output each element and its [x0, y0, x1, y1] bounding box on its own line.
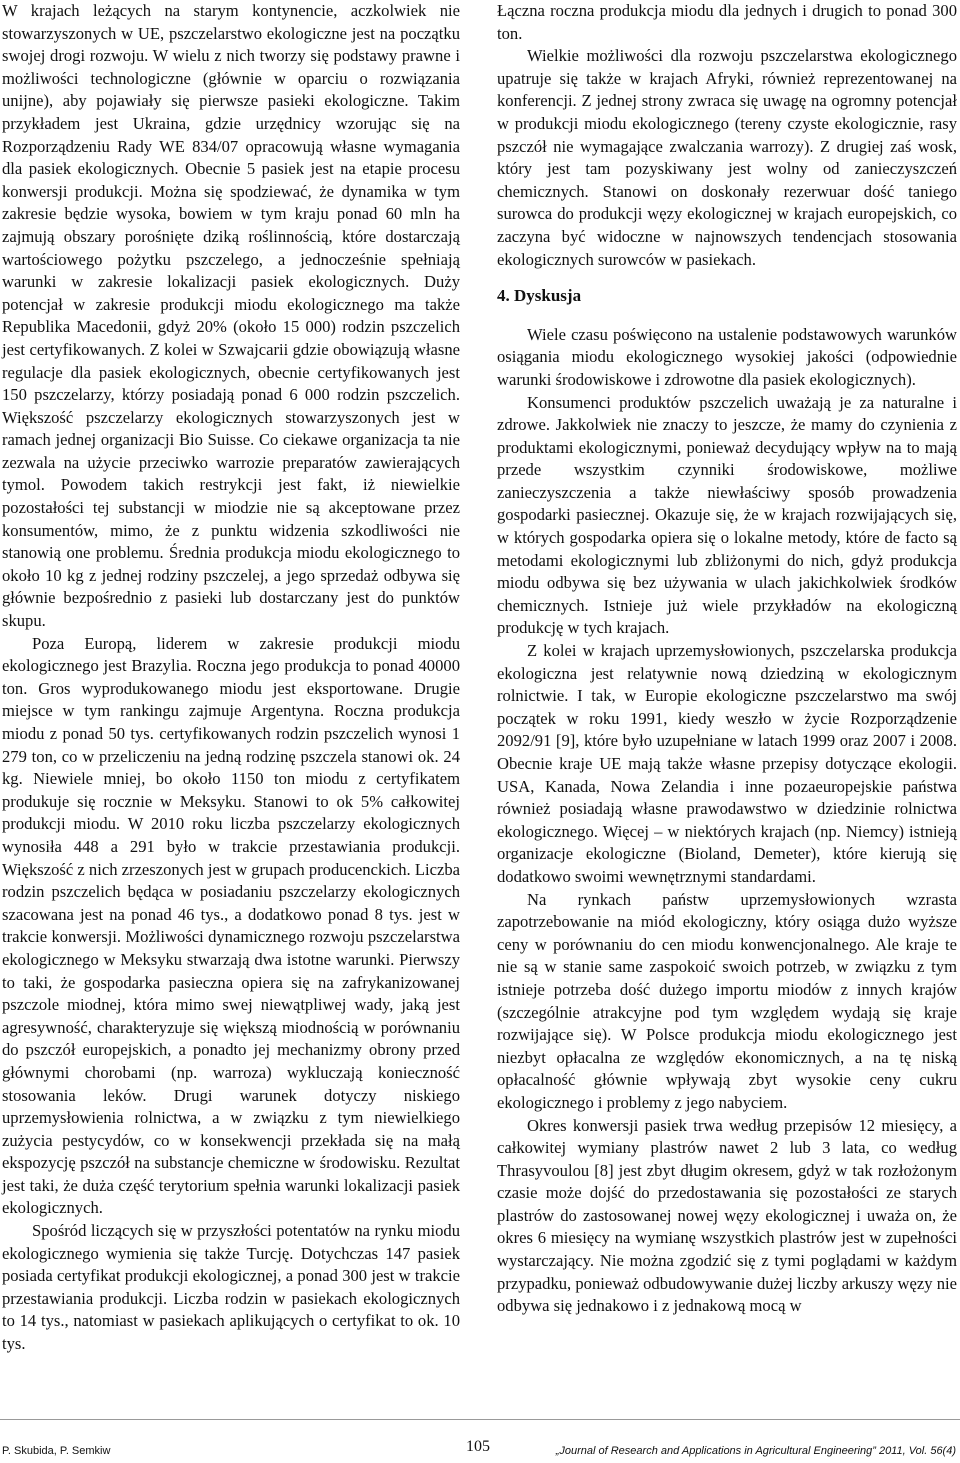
- page-footer: [0, 1424, 960, 1457]
- paragraph: W krajach leżących na starym kontynencie, aczkolwiek nie stowarzyszonych w UE, pszczelarstwo ekologiczne jest na początku swojej drogi rozwoju. W wielu z nich tworzy się podstawy prawne i możliwości technologiczne (głównie w oparciu o rozwiązania unijne), aby pojawiały się pierwsze pasieki ekologiczne. Takim przykładem jest Ukraina, gdzie urzędnicy wzorując się na Rozporządzeniu Rady WE 834/07 opracowują własne wymagania dla pasiek ekologicznych. Obecnie 5 pasiek jest na etapie procesu konwersji produkcji. Można się spodziewać, że dynamika w tym zakresie będzie wysoka, bowiem w tym kraju ponad 60 mln ha zajmują obszary porośnięte dziką roślinnością, które dostarczają wartościowego pożytku pszczelego, a jednocześnie spełniają warunki w zakresie lokalizacji pasiek ekologicznych. Duży potencjał w zakresie produkcji miodu ekologicznego ma także Republika Macedonii, gdyż 20% (około 15 000) rodzin pszczelich jest certyfikowanych. Z kolei w Szwajcarii gdzie obowiązują własne regulacje dla pasiek ekologicznych, obecnie certyfikowanych jest 150 pszczelarzy, którzy posiadają ponad 6 000 rodzin pszczelich. Większość pszczelarzy ekologicznych stowarzyszonych jest w ramach jednej organizacji Bio Suisse. Co ciekawe organizacja ta nie zezwala na użycie przeciwko warrozie preparatów zawierających tymol. Powodem takich restrykcji jest fakt, iż niewielkie pozostałości tej substancji w miodzie nie są akceptowane przez konsumentów, mimo, że z punktu widzenia szkodliwości nie stanowią one problemu. Średnia produkcja miodu ekologicznego to około 10 kg z jednej rodziny pszczelej, a jego sprzedaż odbywa się głównie bezpośrednio z pasieki lub dostarczany jest do punktów skupu.: [2, 1, 460, 631]
- footer-journal: „Journal of Research and Applications in Agricultural Engineering” 2011, Vol. 56(4): [555, 1445, 956, 1457]
- left-column: [2, 0, 460, 1356]
- paragraph: Wiele czasu poświęcono na ustalenie podstawowych warunków osiągania miodu ekologicznego wysokiej jakości (odpowiednie warunki środowiskowe i zdrowotne dla pasiek ekologicznych).: [497, 324, 957, 389]
- footer-divider: [0, 1419, 960, 1420]
- paragraph: Na rynkach państw uprzemysłowionych wzrasta zapotrzebowanie na miód ekologiczny, który osiąga dużo wyższe ceny w porównaniu do cen miodu konwencjonalnego. Ale kraje te nie są w stanie same zaspokoić swoich potrzeb, w związku z tym istnieje potrzeba dość dużego importu miodów z innych krajów (szczególnie atrakcyjne pod tym względem wydają się kraje rozwijające się). W Polsce produkcja miodu ekologicznego jest niezbyt opłacalna ze względów ekonomicznych, a na tę niską opłacalność głównie wpływają zbyt wysokie ceny cukru ekologicznego i problemy z jego nabyciem.: [497, 889, 957, 1112]
- section-heading: 4. Dyskusja: [497, 286, 582, 306]
- footer-authors: P. Skubida, P. Semkiw: [2, 1445, 111, 1457]
- page-number: 105: [466, 1438, 490, 1455]
- paragraph: Konsumenci produktów pszczelich uważają je za naturalne i zdrowe. Jakkolwiek nie znaczy to jeszcze, że mamy do czynienia z produktami ekologicznymi, ponieważ decydujący wpływ na to mają przede wszystkim czynniki środowiskowe, możliwe zanieczyszczenia a także niewłaściwy sposób prowadzenia gospodarki pasiecznej. Okazuje się, że w krajach rozwijających się, w których gospodarka opiera się o lokalne metody, które de facto są metodami ekologicznymi lub zbliżonymi do nich, gdyż produkcja miodu odbywa się bez używania w ulach jakichkolwiek środków chemicznych. Istnieje już wiele przykładów na ekologiczną produkcję w tych krajach.: [497, 392, 957, 638]
- right-column: [497, 0, 957, 1318]
- paragraph: Poza Europą, liderem w zakresie produkcji miodu ekologicznego jest Brazylia. Roczna jego produkcja to ponad 40000 ton. Gros wyprodukowanego miodu jest eksportowane. Drugie miejsce w tym rankingu zajmuje Argentyna. Roczna produkcja miodu z ponad 50 tys. certyfikowanych rodzin pszczelich wynosi 1 279 ton, co w przeliczeniu na jedną rodzinę pszczela stanowi ok. 24 kg. Niewiele mniej, bo około 1150 ton miodu z certyfikatem produkuje się rocznie w Meksyku. Stanowi to ok 5% całkowitej produkcji miodu. W 2010 roku liczba pszczelarzy ekologicznych wynosiła 448 a 291 było w trakcie przestawiania produkcji. Większość z nich zrzeszonych jest w grupach producenckich. Liczba rodzin pszczelich będąca w posiadaniu pszczelarzy ekologicznych szacowana jest na ponad 46 tys., a dodatkowo ponad 8 tys. jest w trakcie konwersji. Możliwości dynamicznego rozwoju pszczelarstwa ekologicznego w Meksyku stwarzają dwa istotne warunki. Pierwszy to taki, że gospodarka pasieczna opiera się na zafrykanizowanej pszczole miodnej, która mimo swej niewątpliwej wady, jaką jest agresywność, charakteryzuje się większą miodnością w porównaniu do pszczół europejskich, a ponadto jej mechanizmy obrony przed głównymi chorobami (np. warroza) wykluczają konieczność stosowania leków. Drugi warunek dotyczy niskiego uprzemysłowienia rolnictwa, a w związku z tym niewielkiego zużycia pestycydów, co w konsekwencji przekłada się na małą ekspozycję pszczół na substancje chemiczne w środowisku. Rezultat jest taki, że duża część terytorium spełnia warunki lokalizacji pasiek ekologicznych.: [2, 633, 460, 1218]
- paragraph: Wielkie możliwości dla rozwoju pszczelarstwa ekologicznego upatruje się także w krajach Afryki, również reprezentowanej na konferencji. Z jednej strony zwraca się uwagę na ogromny potencjał w produkcji miodu ekologicznego (tereny czyste ekologicznie, rasy pszczół nie wymagające zwalczania warrozy). Z drugiej zaś wosk, który jest tam pozyskiwany jest wolny od zanieczyszczeń chemicznych. Stanowi on doskonały rezerwuar dość taniego surowca do produkcji węzy ekologicznej w krajach europejskich, co zaczyna być widoczne w najnowszych tendencjach stosowania ekologicznych surowców w pasiekach.: [497, 46, 957, 269]
- paragraph: Spośród liczących się w przyszłości potentatów na rynku miodu ekologicznego wymienia się także Turcję. Dotychczas 147 pasiek posiada certyfikat produkcji ekologicznej, a ponad 300 jest w trakcie przestawiania produkcji. Liczba rodzin w pasiekach ekologicznych to 14 tys., natomiast w pasiekach aplikujących o certyfikat to ok. 10 tys.: [2, 1221, 460, 1354]
- paragraph: Łączna roczna produkcja miodu dla jednych i drugich to ponad 300 ton.: [497, 1, 957, 43]
- paragraph: Z kolei w krajach uprzemysłowionych, pszczelarska produkcja ekologiczna jest relatywnie nową dziedziną w ekologicznym rolnictwie. I tak, w Europie ekologiczne pszczelarstwo ma swój początek w roku 1991, kiedy weszło w życie Rozporządzenie 2092/91 [9], które było uzupełniane w latach 1999 oraz 2007 i 2008. Obecnie kraje UE mają także własne przepisy dotyczące ekologii. USA, Kanada, Nowa Zelandia i inne pozaeuropejskie państwa również posiadają własne prawodawstwo w dziedzinie rolnictwa ekologicznego. Więcej – w niektórych krajach (np. Niemcy) istnieją organizacje ekologiczne (Bioland, Demeter), które kierują się dodatkowo swoimi wewnętrznymi standardami.: [497, 641, 957, 886]
- paragraph: Okres konwersji pasiek trwa według przepisów 12 miesięcy, a całkowitej wymiany plastrów nawet 2 lub 3 lata, co według Thrasyvoulou [8] jest zbyt długim okresem, gdyż w tak rozłożonym czasie może dojść do przedostawania się pozostałości ze starych plastrów do zastosowanej nowej węzy ekologicznej i uważa on, że okres 6 miesięcy na wymianę wszystkich plastrów jest w zupełności wystarczający. Nie można zgodzić się z tymi poglądami w każdym przypadku, ponieważ odbudowywanie dużej liczby arkuszy węzy nie odbywa się jednakowo i z jednakową mocą w: [497, 1115, 957, 1316]
